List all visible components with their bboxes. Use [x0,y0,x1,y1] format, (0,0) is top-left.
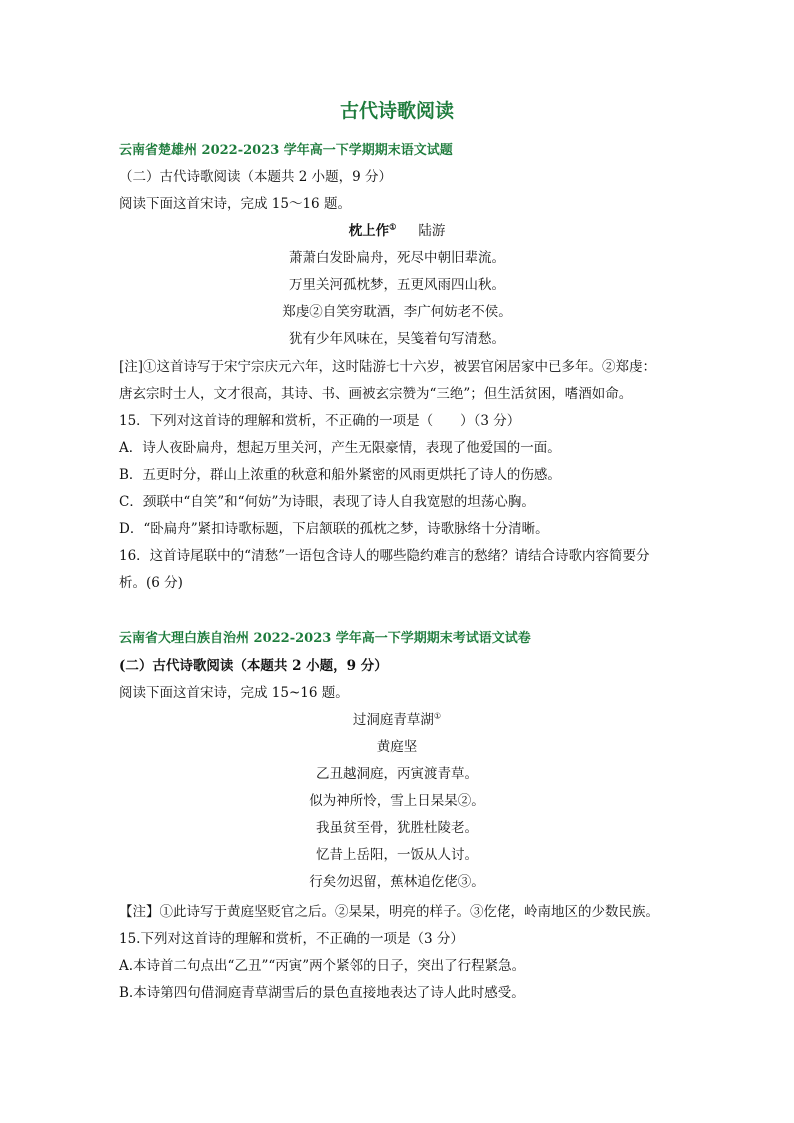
section1-poem-line: 郑虔②自笑穷耽酒，李广何妨老不侯。 [282,304,512,320]
section1-poem-note-mark: ① [389,221,397,232]
section2-option-a: A.本诗首二句点出“乙丑”“丙寅”两个紧邻的日子，突出了行程紧急。 [119,958,526,974]
section1-poem-line: 犹有少年风味在，吴笺着句写清愁。 [289,331,505,347]
section2-poem-title: 过洞庭青草湖 [352,712,434,728]
section2-poem-note-mark: ① [433,711,442,721]
section2-poem-line: 似为神所怜，雪上日杲杲②。 [309,793,485,809]
section1-option-b: B．五更时分，群山上浓重的秋意和船外紧密的风雨更烘托了诗人的伤感。 [119,467,561,483]
section1-source: 云南省楚雄州 2022-2023 学年高一下学期期末语文试题 [119,143,453,158]
section1-option-a: A．诗人夜卧扁舟，想起万里关河，产生无限豪情，表现了他爱国的一面。 [119,440,561,456]
section2-option-b: B.本诗第四句借洞庭青草湖雪后的景色直接地表达了诗人此时感受。 [119,985,525,1001]
section1-poem-title: 枕上作 [348,223,390,239]
section1-note-line1: [注]①这首诗写于宋宁宗庆元六年，这时陆游七十六岁，被罢官闲居家中已多年。②郑虔： [119,359,657,375]
section1-instruction: 阅读下面这首宋诗，完成 15～16 题。 [119,196,351,212]
section2-note: 【注】①此诗写于黄庭坚贬官之后。②杲杲，明亮的样子。③仡佬，岭南地区的少数民族。 [119,904,659,920]
section2-instruction: 阅读下面这首宋诗，完成 15~16 题。 [119,685,349,701]
section1-poem-header [0,222,794,240]
section1-option-d: D．“卧扁舟”紧扣诗歌标题，下启颔联的孤枕之梦，诗歌脉络十分清晰。 [119,521,549,537]
section2-poem-line: 忆昔上岳阳，一饭从人讨。 [316,847,478,863]
section1-poem-line: 万里关河孤枕梦，五更风雨四山秋。 [289,277,505,293]
section2-heading: (二）古代诗歌阅读（本题共 2 小题，9 分） [119,658,388,674]
section2-poem-line: 行矣勿迟留，蕉林追仡佬③。 [309,874,485,890]
page-title: 古代诗歌阅读 [339,100,454,122]
section2-poem-header [0,711,794,729]
section2-question-15: 15.下列对这首诗的理解和赏析，不正确的一项是（3 分） [119,931,464,947]
section1-poem-line: 萧萧白发卧扁舟，死尽中朝旧辈流。 [289,250,505,266]
section1-poem-author: 陆游 [418,223,446,239]
section2-poem-author: 黄庭坚 [376,739,418,755]
section1-note-line2: 唐玄宗时士人，文才很高，其诗、书、画被玄宗赞为“三绝”；但生活贫困，嗜酒如命。 [119,386,633,402]
section1-option-c: C．颈联中“自笑”和“何妨”为诗眼，表现了诗人自我宽慰的坦荡心胸。 [119,494,535,510]
section2-source: 云南省大理白族自治州 2022-2023 学年高一下学期期末考试语文试卷 [119,631,531,646]
section2-poem-line: 我虽贫至骨，犹胜杜陵老。 [316,820,478,836]
section1-question-16-line2: 析。(6 分) [119,575,183,591]
section1-question-16-line1: 16．这首诗尾联中的“清愁”一语包含诗人的哪些隐约难言的愁绪？请结合诗歌内容简要分 [119,548,650,564]
section1-question-15: 15．下列对这首诗的理解和赏析，不正确的一项是（ ）（3 分） [119,413,521,429]
section1-heading: （二）古代诗歌阅读（本题共 2 小题，9 分） [119,169,393,185]
section2-poem-line: 乙丑越洞庭，丙寅渡青草。 [316,766,478,782]
